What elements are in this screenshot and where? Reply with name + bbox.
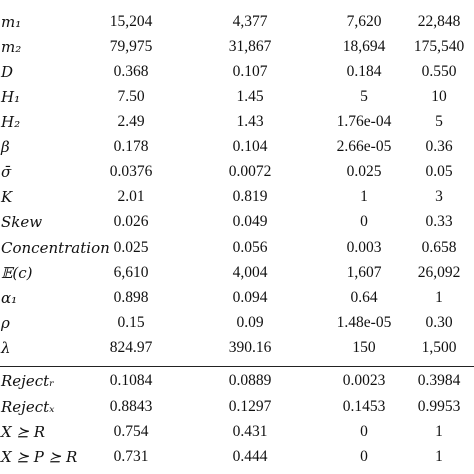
cell-col-4: 1: [435, 448, 443, 465]
row-label: D: [1, 63, 14, 81]
cell-col-4: 5: [435, 113, 443, 130]
cell-col-1: 0.8843: [109, 398, 153, 415]
cell-col-3: 0.003: [346, 239, 382, 256]
table-row: [0, 110, 474, 134]
table-row: [0, 395, 474, 419]
cell-col-1: 15,204: [109, 13, 153, 30]
row-label: K: [1, 188, 13, 206]
row-label: β: [1, 138, 10, 156]
cell-col-2: 0.09: [236, 314, 264, 331]
row-label: ρ: [1, 314, 10, 332]
cell-col-3: 1,607: [346, 264, 382, 281]
row-label: Rejectᵣ: [1, 372, 55, 390]
cell-col-4: 0.05: [425, 163, 453, 180]
row-label: λ: [1, 339, 11, 357]
row-label: 𝔼(c): [1, 264, 33, 282]
cell-col-4: 0.658: [421, 239, 457, 256]
row-label: H₂: [1, 113, 21, 131]
cell-col-2: 4,004: [232, 264, 268, 281]
row-label: α₁: [1, 289, 18, 307]
table-row: [0, 10, 474, 34]
cell-col-1: 7.50: [117, 88, 145, 105]
table-row: [0, 286, 474, 310]
table-row: [0, 35, 474, 59]
cell-col-2: 0.104: [232, 138, 268, 155]
cell-col-4: 0.33: [425, 213, 453, 230]
cell-col-1: 79,975: [109, 38, 153, 55]
row-label: Concentration: [1, 239, 110, 257]
cell-col-3: 0: [360, 423, 368, 440]
cell-col-2: 0.056: [232, 239, 268, 256]
cell-col-1: 0.026: [113, 213, 149, 230]
cell-col-2: 0.049: [232, 213, 268, 230]
cell-col-4: 0.9953: [417, 398, 461, 415]
cell-col-4: 1,500: [421, 339, 457, 356]
cell-col-1: 0.178: [113, 138, 149, 155]
table-row: [0, 420, 474, 444]
cell-col-3: 1: [360, 188, 368, 205]
cell-col-3: 5: [360, 88, 368, 105]
table-row: [0, 160, 474, 184]
cell-col-3: 150: [352, 339, 376, 356]
table-row: [0, 261, 474, 285]
table-row: [0, 311, 474, 335]
cell-col-2: 0.107: [232, 63, 268, 80]
cell-col-4: 26,092: [417, 264, 461, 281]
cell-col-4: 1: [435, 423, 443, 440]
cell-col-3: 0.0023: [342, 372, 386, 389]
cell-col-2: 1.43: [236, 113, 264, 130]
cell-col-2: 390.16: [228, 339, 272, 356]
cell-col-1: 824.97: [109, 339, 153, 356]
row-label: H₁: [1, 88, 21, 106]
cell-col-4: 0.36: [425, 138, 453, 155]
cell-col-3: 0: [360, 448, 368, 465]
row-label: m₁: [1, 13, 22, 31]
cell-col-3: 1.76e-04: [336, 113, 392, 130]
table-row: [0, 185, 474, 209]
cell-col-2: 0.0072: [228, 163, 272, 180]
row-label: X ⪰ P ⪰ R: [1, 448, 78, 466]
cell-col-3: 2.66e-05: [336, 138, 392, 155]
table-row: [0, 135, 474, 159]
cell-col-2: 0.431: [232, 423, 268, 440]
cell-col-3: 0: [360, 213, 368, 230]
cell-col-1: 0.025: [113, 239, 149, 256]
row-label: X ⪰ R: [1, 423, 46, 441]
cell-col-2: 0.444: [232, 448, 268, 465]
table-row: [0, 336, 474, 360]
cell-col-4: 175,540: [413, 38, 465, 55]
cell-col-2: 31,867: [228, 38, 272, 55]
cell-col-1: 6,610: [113, 264, 149, 281]
table-row: [0, 445, 474, 469]
cell-col-1: 0.754: [113, 423, 149, 440]
row-label: Rejectₓ: [1, 398, 55, 416]
cell-col-2: 0.094: [232, 289, 268, 306]
table-top-edge: [0, 0, 474, 2]
cell-col-3: 18,694: [342, 38, 386, 55]
cell-col-4: 1: [435, 289, 443, 306]
table-row: [0, 210, 474, 234]
cell-col-4: 3: [435, 188, 443, 205]
cell-col-4: 22,848: [417, 13, 461, 30]
cell-col-1: 0.1084: [109, 372, 153, 389]
cell-col-1: 2.01: [117, 188, 145, 205]
table-row: [0, 85, 474, 109]
cell-col-2: 1.45: [236, 88, 264, 105]
cell-col-1: 0.15: [117, 314, 145, 331]
table-row: [0, 60, 474, 84]
cell-col-2: 0.1297: [228, 398, 272, 415]
row-label: σ̄: [1, 163, 12, 181]
row-label: m₂: [1, 38, 22, 56]
table-row: [0, 369, 474, 393]
cell-col-4: 0.30: [425, 314, 453, 331]
cell-col-3: 1.48e-05: [336, 314, 392, 331]
cell-col-1: 0.368: [113, 63, 149, 80]
cell-col-3: 0.025: [346, 163, 382, 180]
table-row: [0, 236, 474, 260]
cell-col-1: 0.898: [113, 289, 149, 306]
cell-col-2: 4,377: [232, 13, 268, 30]
cell-col-4: 0.550: [421, 63, 457, 80]
row-label: Skew: [1, 213, 43, 231]
cell-col-3: 0.184: [346, 63, 382, 80]
cell-col-4: 0.3984: [417, 372, 461, 389]
cell-col-1: 2.49: [117, 113, 145, 130]
cell-col-2: 0.819: [232, 188, 268, 205]
cell-col-4: 10: [431, 88, 447, 105]
section-divider: [0, 366, 474, 367]
cell-col-3: 0.64: [350, 289, 378, 306]
cell-col-1: 0.731: [113, 448, 149, 465]
cell-col-3: 0.1453: [342, 398, 386, 415]
cell-col-3: 7,620: [346, 13, 382, 30]
cell-col-2: 0.0889: [228, 372, 272, 389]
cell-col-1: 0.0376: [109, 163, 153, 180]
